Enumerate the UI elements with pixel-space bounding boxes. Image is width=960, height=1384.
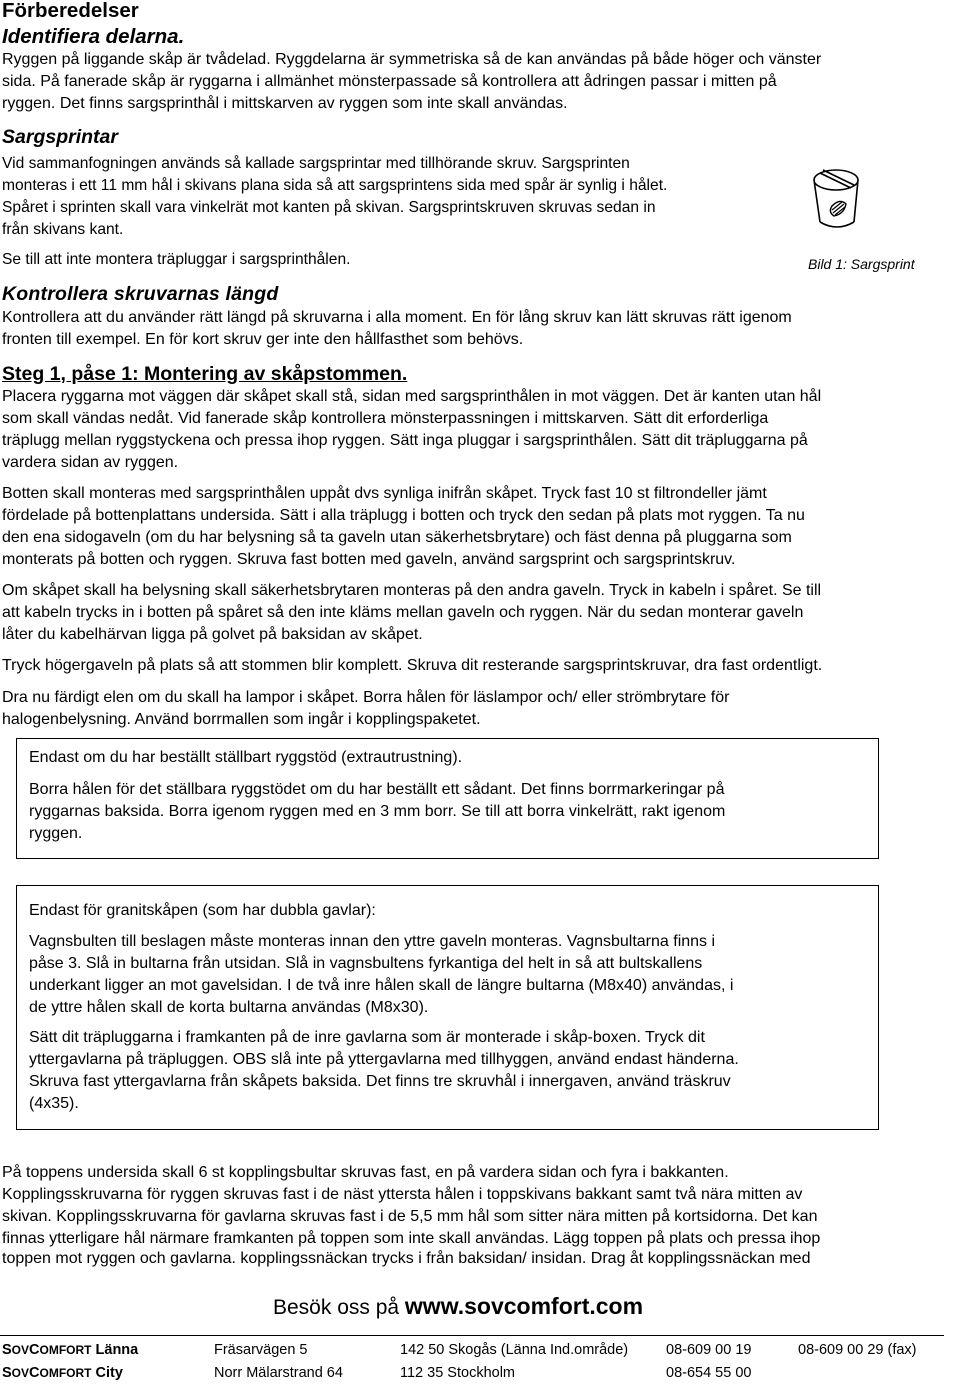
notice-box-line: yttergavlarna på träpluggen. OBS slå inte på yttergavlarna med tillhyggen, använd endast händerna. [29,1051,739,1068]
notice-box-title: Endast om du har beställt ställbart ryggstöd (extrautrustning). [29,749,463,766]
footer-street: Fräsarvägen 5 [214,1342,308,1358]
notice-box-line: ryggen. [29,825,83,842]
sargsprintar-line: Vid sammanfogningen används så kallade sargsprintar med tillhörande skruv. Sargsprinten [2,155,630,172]
intro-line: sida. På fanerade skåp är ryggarna i allmänhet mönsterpassade så kontrollera att ådringen passar i mitten på [2,73,777,90]
notice-box-line: Skruva fast yttergavlarna från skåpets baksida. Det finns tre skruvhål i innergaven, använd träskruv [29,1073,731,1090]
toppen-line: Kopplingsskruvarna för ryggen skruvas fast i de näst yttersta hålen i toppskivans bakkant samt två nära mitten av [2,1186,803,1203]
footer-city: 142 50 Skogås (Länna Ind.område) [400,1342,629,1358]
footer-phone: 08-609 00 19 [666,1342,752,1358]
figure-caption: Bild 1: Sargsprint [808,256,915,272]
intro-line: ryggen. Det finns sargsprinthål i mittskarven av ryggen som inte skall användas. [2,95,568,112]
toppen-line: På toppens undersida skall 6 st kopplingsbultar skruvas fast, en på vardera sidan och fyra i bakkanten. [2,1164,729,1181]
notice-box-line: de yttre hålen skall de korta bultarna användas (M8x30). [29,999,429,1016]
sargsprintar-line: från skivans kant. [2,221,124,238]
website-url[interactable]: www.sovcomfort.com [404,1293,644,1319]
steg1-line: träplugg mellan ryggstyckena och pressa ihop ryggen. Sätt inga pluggar i sargsprinthålen. Sätt dit träpluggarna på [2,432,808,449]
toppen-line: finnas ytterligare hål närmare framkanten på toppen som inte skall användas. Lägg toppen på plats och pressa ihop [2,1230,821,1247]
steg1-line: Om skåpet skall ha belysning skall säkerhetsbrytaren monteras på den andra gaveln. Tryck in kabeln i spåret. Se till [2,582,822,599]
steg1-line: den ena sidogaveln (om du har belysning så ta gaveln utan säkerhetsbrytare) och fäst denna på pluggarna som [2,529,792,546]
footer-brand-city: SOVCOMFORT City [2,1365,123,1381]
notice-box-line: underkant ligger an mot gavelsidan. I de två inre hålen skall de längre bultarna (M8x40) användas, i [29,977,734,994]
notice-box-line: Vagnsbulten till beslagen måste monteras innan den yttre gaveln monteras. Vagnsbultarna finns i [29,933,716,950]
skruvar-line: Kontrollera att du använder rätt längd på skruvarna i alla moment. En för lång skruv kan lätt skruvas rätt igenom [2,309,792,326]
steg1-line: halogenbelysning. Använd borrmallen som ingår i kopplingspaketet. [2,711,481,728]
sargsprintar-line: monteras i ett 11 mm hål i skivans plana sida så att sargsprintens sida med spår är synlig i hålet. [2,177,668,194]
steg1-line: Placera ryggarna mot väggen där skåpet skall stå, sidan med sargsprinthålen in mot väggen. Det är kanten utan hål [2,388,822,405]
sargsprint-illustration [806,160,876,240]
notice-box-line: (4x35). [29,1095,79,1112]
footer-street: Norr Mälarstrand 64 [214,1365,343,1381]
sargsprintar-line: Spåret i sprinten skall vara vinkelrät mot kanten på skivan. Sargsprintskruven skruvas sedan in [2,199,656,216]
steg1-line: Botten skall monteras med sargsprinthålen uppåt dvs synliga inifrån skåpet. Tryck fast 10 st filtrondeller jämt [2,485,767,502]
toppen-line: toppen mot ryggen och gavlarna. kopplingssnäckan trycks i från baksidan/ insidan. Drag åt kopplingssnäckan med [2,1250,811,1267]
steg1-line: Tryck högergaveln på plats så att stommen blir komplett. Skruva dit resterande sargsprintskruvar, dra fast ordentligt. [2,657,823,674]
footer-divider [0,1335,944,1336]
toppen-line: skivan. Kopplingsskruvarna för gavlarna skruvas fast i de 5,5 mm hål som sitter nära mitten på kortsidorna. Det kan [2,1208,818,1225]
intro-line: Ryggen på liggande skåp är tvådelad. Ryggdelarna är symmetriska så de kan användas på både höger och vänster [2,51,822,68]
section-heading-skruvar: Kontrollera skruvarnas längd [2,283,279,305]
footer-fax: 08-609 00 29 (fax) [798,1342,917,1358]
steg1-line: låter du kabelhärvan ligga på golvet på baksidan av skåpet. [2,626,423,643]
steg1-line: fördelade på bottenplattans undersida. Sätt i alla träplugg i botten och tryck den sedan på plats mot ryggen. Ta nu [2,507,805,524]
notice-box-line: ryggarnas baksida. Borra igenom ryggen med en 3 mm borr. Se till att borra vinkelrätt, rakt igenom [29,803,726,820]
steg1-line: att kabeln trycks in i botten på spåret så den inte kläms mellan gaveln och ryggen. När du sedan monterar gaveln [2,604,804,621]
notice-box-title: Endast för granitskåpen (som har dubbla gavlar): [29,902,376,919]
sargsprintar-line: Se till att inte montera träpluggar i sargsprinthålen. [2,251,351,268]
notice-box-line: påse 3. Slå in bultarna från utsidan. Slå in vagnsbultens fyrkantiga del helt in så att bultskallens [29,955,703,972]
steg1-line: Dra nu färdigt elen om du skall ha lampor i skåpet. Borra hålen för läslampor och/ eller strömbrytare för [2,689,730,706]
website-line [273,1295,643,1318]
notice-box-line: Sätt dit träpluggarna i framkanten på de inre gavlarna som är monterade i skåp-boxen. Tryck dit [29,1029,705,1046]
skruvar-line: fronten till exempel. En för kort skruv ger inte den hållfasthet som behövs. [2,331,524,348]
footer-city: 112 35 Stockholm [400,1365,515,1381]
section-heading-steg1: Steg 1, påse 1: Montering av skåpstommen. [2,363,408,385]
footer-phone: 08-654 55 00 [666,1365,752,1381]
page-subtitle: Identifiera delarna. [2,25,185,48]
steg1-line: monterats på botten och ryggen. Skruva fast botten med gaveln, använd sargsprint och sargsprintskruv. [2,551,736,568]
steg1-line: vardera sidan av ryggen. [2,454,179,471]
footer-brand-lanna: SOVCOMFORT Länna [2,1342,139,1358]
steg1-line: som skall vändas nedåt. Vid fanerade skåp kontrollera mönsterpassningen i mittskarven. Sätt dit erforderliga [2,410,769,427]
page-title: Förberedelser [2,0,139,22]
website-prefix: Besök oss på [273,1296,400,1319]
section-heading-sargsprintar: Sargsprintar [2,126,118,148]
notice-box-line: Borra hålen för det ställbara ryggstödet om du har beställt ett sådant. Det finns borrmarkeringar på [29,781,725,798]
